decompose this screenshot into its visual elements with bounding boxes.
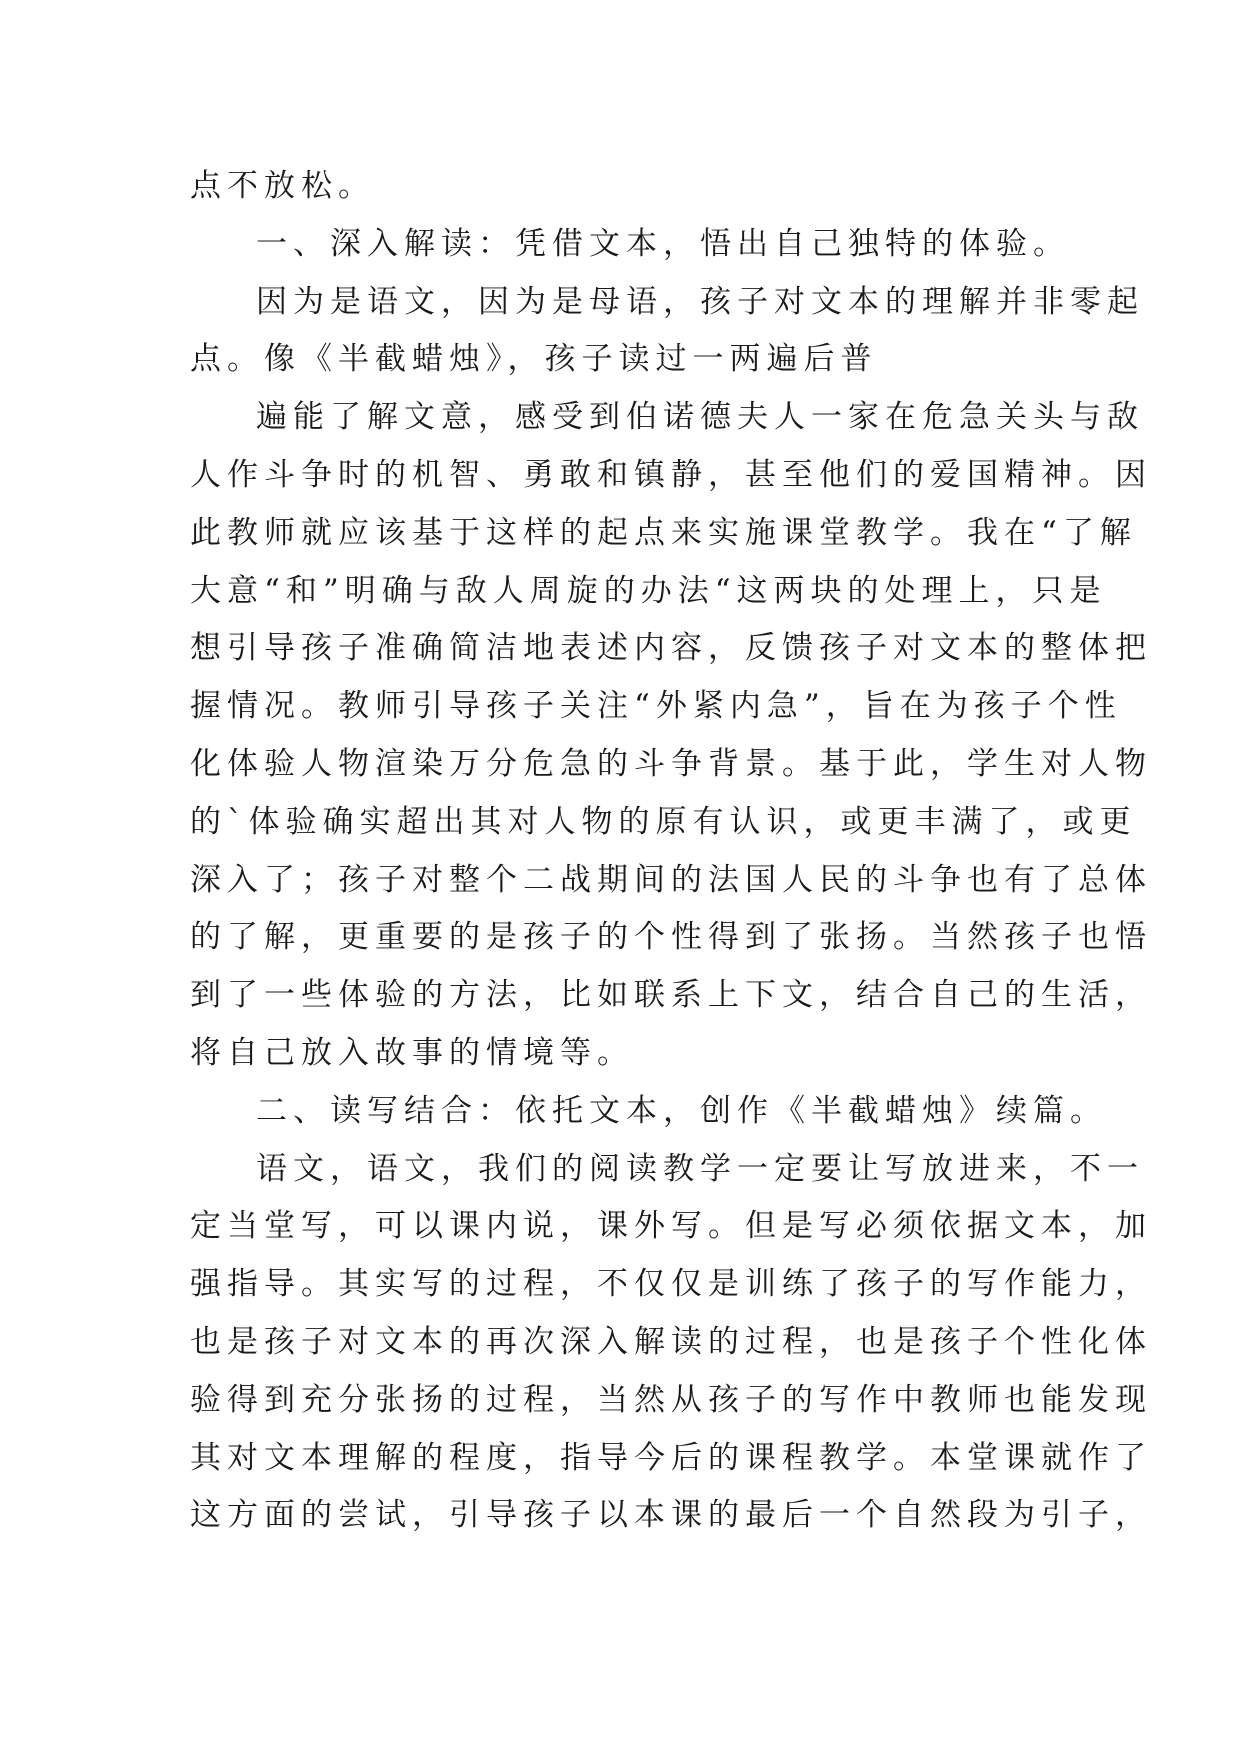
text-line: 其对文本理解的程度，指导今后的课程教学。本堂课就作了 — [190, 1439, 1152, 1476]
text-line: 想引导孩子准确简洁地表述内容，反馈孩子对文本的整体把 — [190, 630, 1152, 667]
text-line: 强指导。其实写的过程，不仅仅是训练了孩子的写作能力， — [190, 1266, 1152, 1303]
text-line: 将自己放入故事的情境等。 — [190, 1034, 634, 1071]
text-line: 深入了；孩子对整个二战期间的法国人民的斗争也有了总体 — [190, 861, 1152, 898]
text-line: 二、读写结合：依托文本，创作《半截蜡烛》续篇。 — [256, 1092, 1107, 1129]
text-line: 定当堂写，可以课内说，课外写。但是写必须依据文本，加 — [190, 1208, 1152, 1245]
text-line: 这方面的尝试，引导孩子以本课的最后一个自然段为引子， — [190, 1497, 1152, 1534]
text-line: 此教师就应该基于这样的起点来实施课堂教学。我在“了解 — [190, 514, 1137, 551]
text-line: 语文，语文，我们的阅读教学一定要让写放进来，不一 — [256, 1150, 1144, 1187]
text-line: 遍能了解文意，感受到伯诺德夫人一家在危急关头与敌 — [256, 399, 1144, 436]
text-line: 的了解，更重要的是孩子的个性得到了张扬。当然孩子也悟 — [190, 919, 1152, 956]
text-line: 人作斗争时的机智、勇敢和镇静，甚至他们的爱国精神。因 — [190, 456, 1152, 493]
text-line: 大意“和”明确与敌人周旋的办法“这两块的处理上，只是 — [190, 572, 1107, 609]
text-line: 到了一些体验的方法，比如联系上下文，结合自己的生活， — [190, 977, 1152, 1014]
document-body — [190, 158, 1152, 1545]
text-line: 点。像《半截蜡烛》，孩子读过一两遍后普 — [190, 341, 878, 378]
text-line: 握情况。教师引导孩子关注“外紧内急”，旨在为孩子个性 — [190, 688, 1122, 725]
text-line: 验得到充分张扬的过程，当然从孩子的写作中教师也能发现 — [190, 1381, 1152, 1418]
text-line: 点不放松。 — [190, 168, 375, 204]
text-line: 一、深入解读：凭借文本，悟出自己独特的体验。 — [256, 225, 1070, 262]
text-line: 的`体验确实超出其对人物的原有认识，或更丰满了，或更 — [190, 803, 1137, 840]
text-line: 化体验人物渲染万分危急的斗争背景。基于此，学生对人物 — [190, 745, 1152, 782]
text-line: 因为是语文，因为是母语，孩子对文本的理解并非零起 — [256, 283, 1144, 320]
text-line: 也是孩子对文本的再次深入解读的过程，也是孩子个性化体 — [190, 1323, 1152, 1360]
